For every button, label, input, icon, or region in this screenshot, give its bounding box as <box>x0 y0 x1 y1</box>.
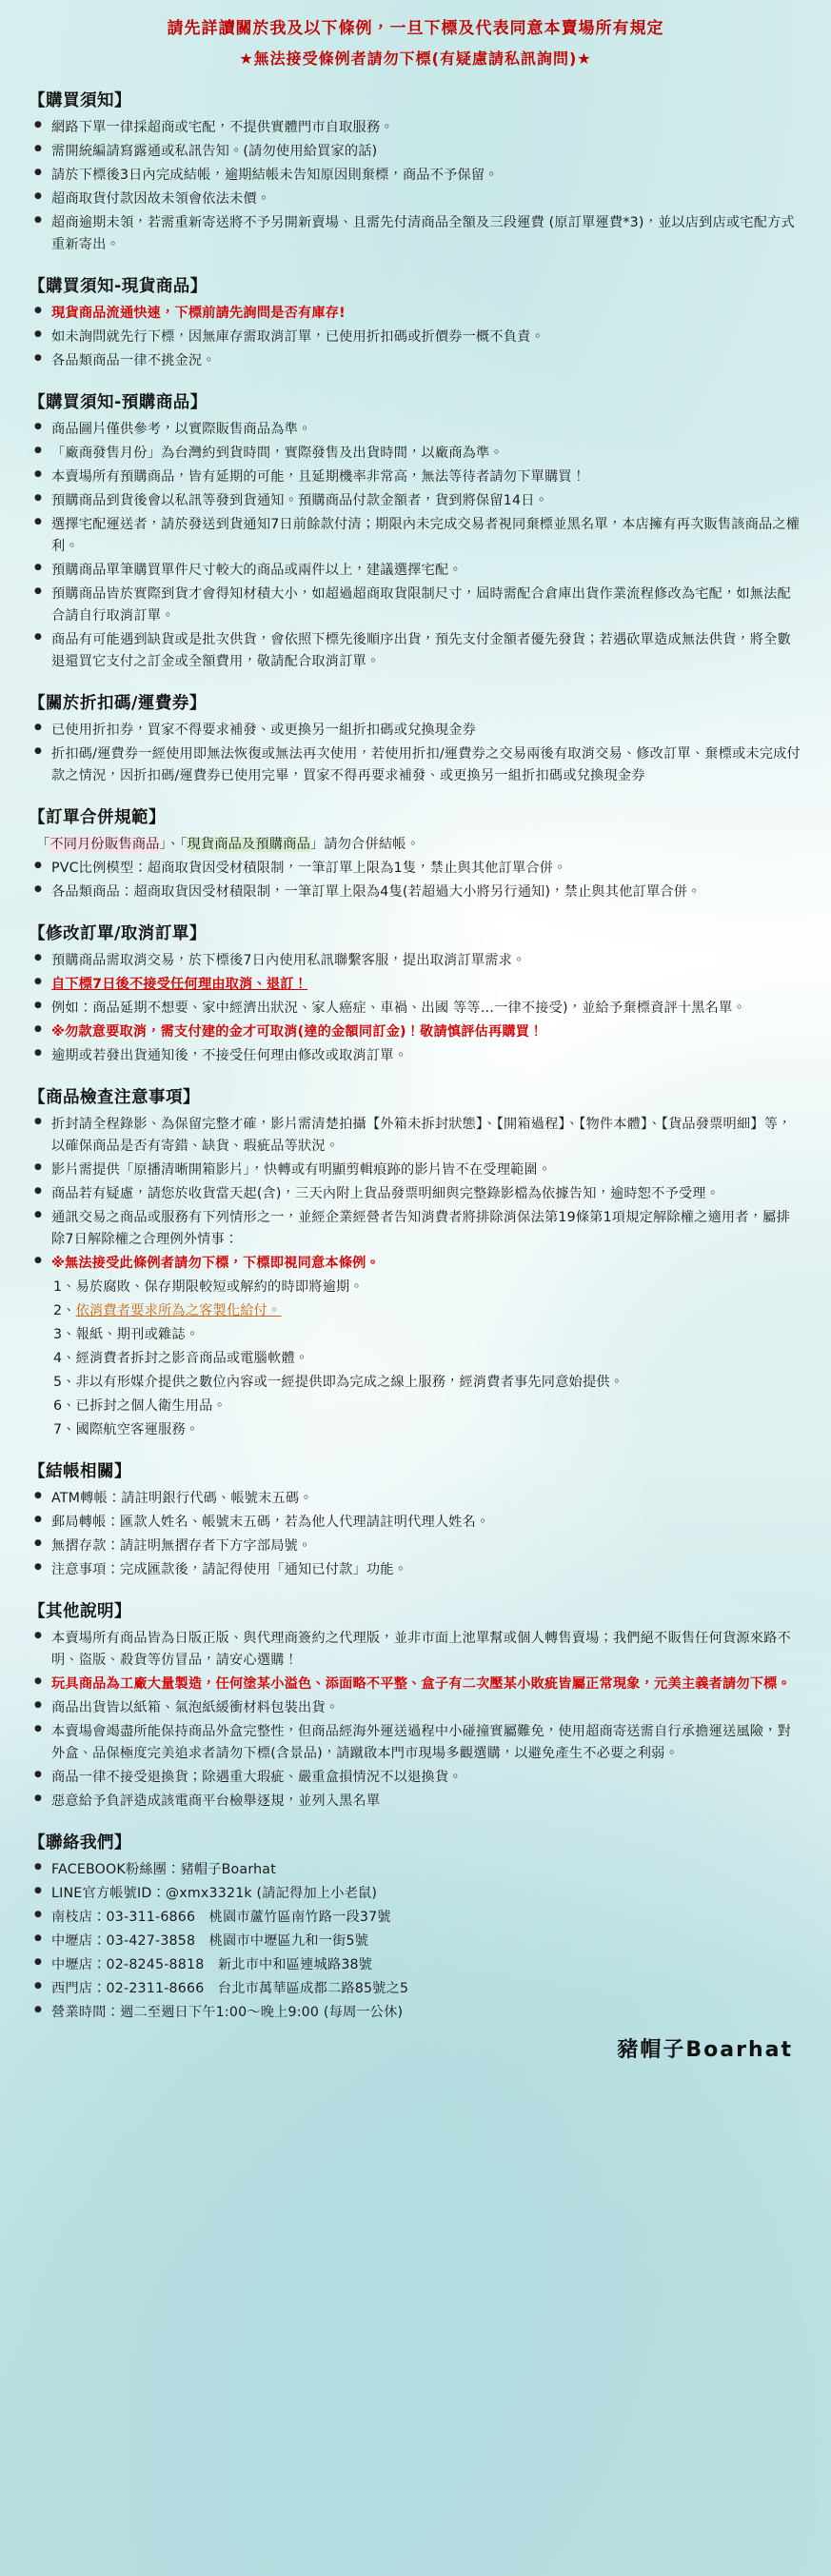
item-text: 國際航空客運服務。 <box>75 1421 200 1437</box>
section <box>29 1598 802 1813</box>
section-item <box>32 419 802 441</box>
section-title: 【其他說明】 <box>29 1601 131 1621</box>
item-text: 預購商品單筆購買單件尺寸較大的商品或兩件以上，建議選擇宅配。 <box>51 562 463 578</box>
section-item <box>32 1674 802 1695</box>
section-item <box>32 1907 802 1929</box>
item-text: 依消費者要求所為之客製化給付。 <box>75 1302 282 1318</box>
item-text: 報紙、期刊或雜誌。 <box>75 1326 200 1342</box>
section-title: 【購買須知-現貨商品】 <box>29 276 208 296</box>
item-text: 玩具商品為工廠大量製造，任何塗某小溢色、添面略不平整、盒子有二次壓某小敗疵皆屬正常現象，元美主義者請勿下標。 <box>51 1675 791 1692</box>
section-item <box>32 165 802 187</box>
section-item <box>32 743 802 787</box>
section-item <box>32 1021 802 1043</box>
section-item-list <box>29 1114 802 1441</box>
section <box>29 273 802 372</box>
item-text: 超商取貨付款因故未領會依法未價。 <box>51 190 271 207</box>
item-text: 無摺存款：請註明無摺存者下方字部局號。 <box>51 1537 312 1554</box>
section-item <box>32 1954 802 1976</box>
section-item <box>32 1372 802 1394</box>
section-item-list <box>29 1628 802 1813</box>
item-text: ※無法接受此條例者請勿下標，下標即視同意本條例。 <box>51 1255 380 1271</box>
item-text: 通訊交易之商品或服務有下列情形之一，並經企業經營者告知消費者將排除消保法第19條第1項規定解除權之適用者，屬排除7日解除權之合理例外情事： <box>51 1209 790 1247</box>
section-item <box>32 1488 802 1510</box>
section <box>29 389 802 673</box>
section-item <box>32 950 802 972</box>
section-item <box>32 1159 802 1181</box>
section-item <box>32 1396 802 1417</box>
section <box>29 1830 802 2024</box>
item-text: 經消費者拆封之影音商品或電腦軟體。 <box>75 1350 309 1366</box>
item-text: 注意事項：完成匯款後，請記得使用「通知已付款」功能。 <box>51 1561 408 1577</box>
item-text: 本賣場所有預購商品，皆有延期的可能，且延期機率非常高，無法等待者請勿下單購買！ <box>51 468 586 485</box>
item-number: 2、 <box>53 1302 76 1318</box>
section-item <box>32 188 802 210</box>
section-item <box>32 1207 802 1251</box>
section-item-list <box>29 419 802 673</box>
section-item <box>32 212 802 256</box>
section-item <box>32 1324 802 1346</box>
item-text: 中壢店：03-427-3858 桃園市中壢區九和一街5號 <box>51 1932 369 1949</box>
section-item <box>32 1931 802 1952</box>
section-title: 【關於折扣碼/運費券】 <box>29 693 207 713</box>
section-item <box>32 1697 802 1719</box>
item-text: 商品一律不接受退換貨；除遇重大瑕疵、嚴重盒損情況不以退換貨。 <box>51 1769 463 1785</box>
item-text: 西門店：02-2311-8666 台北市萬華區成都二路85號之5 <box>51 1980 409 1996</box>
item-number: 4、 <box>53 1350 76 1366</box>
item-text: PVC比例模型：超商取貨因受材積限制，一筆訂單上限為1隻，禁止與其他訂單合併。 <box>51 860 567 876</box>
section-item <box>32 882 802 903</box>
section-item <box>32 1300 802 1322</box>
section-item <box>32 1883 802 1905</box>
section-item <box>32 1767 802 1789</box>
section-item <box>32 584 802 627</box>
item-text: 如未詢問就先行下標，因無庫存需取消訂單，已使用折扣碼或折價券一概不負責。 <box>51 328 544 345</box>
section-item-list <box>29 1859 802 2024</box>
item-text: 商品若有疑慮，請您於收貨當天起(含)，三天內附上貨品發票明細與完整錄影檔為依據告知，逾時恕不予受理。 <box>51 1185 721 1201</box>
item-text: FACEBOOK粉絲團：豬帽子Boarhat <box>51 1861 276 1877</box>
section-item <box>32 629 802 673</box>
item-text: 折扣碼/運費券一經使用即無法恢復或無法再次使用，若使用折扣/運費券之交易兩後有取消交易、修改訂單、棄標或未完成付款之情況，因折扣碼/運費券已使用完畢，買家不得再要求補發、或更換另一組折扣碼或兌換現金券 <box>51 745 801 783</box>
section <box>29 1458 802 1581</box>
item-text: 商品圖片僅供參考，以實際販售商品為準。 <box>51 421 312 437</box>
section-item <box>32 1559 802 1581</box>
section-item <box>32 141 802 163</box>
section-item <box>32 466 802 488</box>
section-title: 【購買須知-預購商品】 <box>29 392 208 412</box>
header-line-1: 請先詳讀關於我及以下條例，一旦下標及代表同意本賣場所有規定 <box>167 19 664 38</box>
item-text: 各品類商品一律不挑金況。 <box>51 352 216 368</box>
item-number: 3、 <box>53 1326 76 1342</box>
item-number: 5、 <box>53 1374 76 1390</box>
item-text: 各品類商品：超商取貨因受材積限制，一筆訂單上限為4隻(若超過大小將另行通知)，禁止與其他訂單合併。 <box>51 883 702 900</box>
section-title: 【聯絡我們】 <box>29 1833 131 1853</box>
item-text: 營業時間：週二至週日下午1:00～晚上9:00 (每周一公休) <box>51 2004 404 2020</box>
section-item <box>32 514 802 558</box>
item-text: 請於下標後3日內完成結帳，逾期結帳未告知原因則棄標，商品不予保留。 <box>51 167 499 183</box>
item-text: 網路下單一律採超商或宅配，不提供實體門市自取服務。 <box>51 119 394 135</box>
section-title: 【結帳相關】 <box>29 1461 131 1481</box>
item-text: 預購商品到貨後會以私訊等發到貨通知。預購商品付款金額者，貨到將保留14日。 <box>51 492 549 508</box>
section-item <box>32 117 802 139</box>
section <box>29 921 802 1067</box>
item-text: 例如：商品延期不想要、家中經濟出狀況、家人癌症、車禍、出國 等等…一律不接受)，並給予棄標資評十黑名單。 <box>51 1000 746 1016</box>
item-text: 郵局轉帳：匯款人姓名、帳號末五碼，若為他人代理請註明代理人姓名。 <box>51 1514 490 1530</box>
section-item <box>32 1859 802 1881</box>
section-item <box>32 1114 802 1158</box>
section-item <box>32 1721 802 1765</box>
item-text: 非以有形媒介提供之數位內容或一經提供即為完成之線上服務，經消費者事先同意始提供。 <box>75 1374 624 1390</box>
item-text: 商品出貨皆以紙箱、氣泡紙緩衝材料包裝出貨。 <box>51 1699 340 1715</box>
section-item <box>32 1628 802 1672</box>
item-text: 預購商品皆於實際到貨才會得知材積大小，如超過超商取貨限制尺寸，屆時需配合倉庫出貨作業流程修改為宅配，如無法配合請自行取消訂單。 <box>51 585 791 624</box>
section-item <box>32 327 802 348</box>
item-text: LINE官方帳號ID：@xmx3321k (請記得加上小老鼠) <box>51 1885 378 1901</box>
section-item <box>32 974 802 996</box>
item-text: 影片需提供「原播清晰開箱影片」，快轉或有明顯剪輯痕跡的影片皆不在受理範圍。 <box>51 1161 552 1178</box>
item-text: 自下標7日後不接受任何理由取消、退訂！ <box>51 976 308 992</box>
section-item-list <box>29 117 802 256</box>
section-item <box>32 1419 802 1441</box>
item-text: 易於腐敗、保存期限較短或解約的時即將逾期。 <box>75 1278 364 1295</box>
section-item-list <box>29 834 802 903</box>
item-text: 「廠商發售月份」為台灣約到貨時間，實際發售及出貨時間，以廠商為準。 <box>51 445 504 461</box>
section-item <box>32 560 802 582</box>
section-item-list <box>29 950 802 1067</box>
section-item <box>32 998 802 1020</box>
section-title: 【訂單合併規範】 <box>29 807 166 827</box>
section <box>29 88 802 256</box>
item-text: 逾期或若發出貨通知後，不接受任何理由修改或取消訂單。 <box>51 1047 408 1063</box>
item-text: 商品有可能遇到缺貨或是批次供貨，會依照下標先後順序出貨，預先支付金額者優先發貨；若遇砍單造成無法供貨，將全數退還買它支付之訂金或全額費用，敬請配合取消訂單。 <box>51 631 791 669</box>
section-item <box>32 1512 802 1534</box>
section-title: 【商品檢查注意事項】 <box>29 1087 200 1107</box>
header-line-2: ★無法接受條例者請勿下標(有疑慮請私訊詢問)★ <box>239 49 592 68</box>
sections-container <box>29 88 802 2024</box>
section <box>29 690 802 787</box>
section-item <box>32 303 802 325</box>
shop-signature: 豬帽子Boarhat <box>617 2037 793 2062</box>
item-text: ※勿款意要取消，需支付建的金才可取消(達的金額同訂金)！敬請慎評估再購買！ <box>51 1023 544 1040</box>
section-item <box>32 490 802 512</box>
item-text: 已使用折扣券，買家不得要求補發、或更換另一組折扣碼或兌換現金券 <box>51 722 477 738</box>
item-text: 選擇宅配運送者，請於發送到貨通知7日前餘款付清；期限內未完成交易者視同棄標並黑名單，本店擁有再次販售該商品之權利。 <box>51 516 801 554</box>
item-text: 本賣場所有商品皆為日版正版、與代理商簽約之代理版，並非市面上池單幫或個人轉售賣場；我們絕不販售任何貨源來路不明、盜版、殺貨等仿冒品，請安心選購！ <box>51 1630 791 1668</box>
section-item <box>32 1183 802 1205</box>
item-number: 6、 <box>53 1397 76 1414</box>
item-number: 1、 <box>53 1278 76 1295</box>
section-item <box>32 1978 802 2000</box>
item-text: 本賣場會竭盡所能保持商品外盒完整性，但商品經海外運送過程中小碰撞實屬難免，使用超商寄送需自行承擔運送風險，對外盒、品保極度完美追求者請勿下標(含景品)，請蹴啟本門市現場多觀選購，以避免產生不必要之利弱。 <box>51 1723 791 1761</box>
section-item <box>32 2002 802 2024</box>
section-item <box>32 1277 802 1298</box>
section-item <box>32 1045 802 1067</box>
item-number: 7、 <box>53 1421 76 1437</box>
item-text: 「不同月份販售商品」、「現貨商品及預購商品」請勿合併結帳。 <box>36 836 421 852</box>
section <box>29 1084 802 1441</box>
section-item <box>32 443 802 465</box>
item-text: 超商逾期未領，若需重新寄送將不予另開新賣場、且需先付清商品全額及三段運費 (原訂單運費*3)，並以店到店或宅配方式重新寄出。 <box>51 214 795 252</box>
section-title: 【購買須知】 <box>29 90 131 110</box>
item-text: 需開統編請寫露通或私訊告知。(請勿使用給買家的話) <box>51 143 378 159</box>
item-text: 現貨商品流通快速，下標前請先詢問是否有庫存! <box>51 305 346 321</box>
item-text: 折封請全程錄影、為保留完整才確，影片需清楚拍攝【外箱未拆封狀態】、【開箱過程】、【物件本體】、【貨品發票明細】等，以確保商品是否有寄錯、缺貨、瑕疵品等狀況。 <box>51 1116 792 1154</box>
item-text: 惡意給予負評造成該電商平台檢舉逐規，並列入黑名單 <box>51 1793 381 1809</box>
section-item <box>32 834 802 856</box>
section-item <box>32 1253 802 1275</box>
section-item <box>32 1348 802 1370</box>
section-title: 【修改訂單/取消訂單】 <box>29 923 207 943</box>
item-text: 預購商品需取消交易，於下標後7日內使用私訊聯繫客服，提出取消訂單需求。 <box>51 952 526 968</box>
section-item <box>32 720 802 742</box>
section-item <box>32 1536 802 1557</box>
section <box>29 804 802 903</box>
item-text: 南枝店：03-311-6866 桃園市蘆竹區南竹路一段37號 <box>51 1909 391 1925</box>
section-item <box>32 350 802 372</box>
section-item-list <box>29 720 802 787</box>
item-text: 已拆封之個人衛生用品。 <box>75 1397 227 1414</box>
section-item <box>32 858 802 880</box>
item-text: 中壢店：02-8245-8818 新北市中和區連城路38號 <box>51 1956 373 1972</box>
item-text: ATM轉帳：請註明銀行代碼、帳號末五碼。 <box>51 1490 313 1506</box>
section-item <box>32 1791 802 1813</box>
section-item-list <box>29 303 802 372</box>
section-item-list <box>29 1488 802 1581</box>
